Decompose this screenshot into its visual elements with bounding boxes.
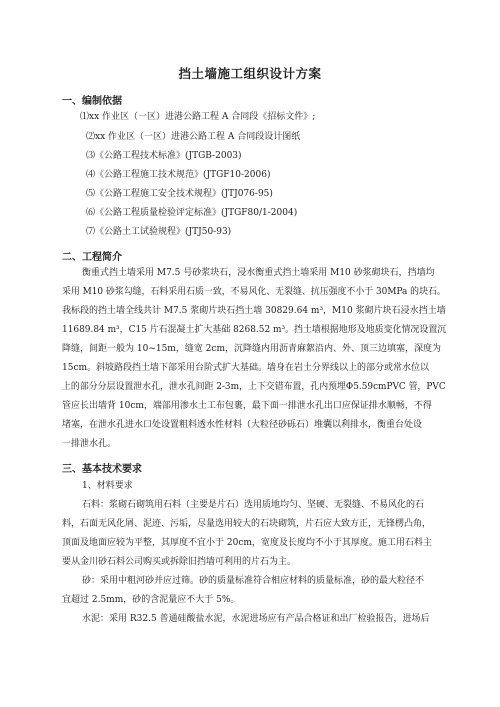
basis-item: ⑸《公路工程施工安全技术规程》(JTJ076-95) xyxy=(86,189,273,199)
overview-line: 管应长出墙背 10cm，端部用渗水土工布包裹，最下面一排泄水孔出口应保证排水顺畅，不得 xyxy=(62,401,432,411)
subsection-heading-materials: 1、材料要求 xyxy=(82,481,133,491)
basis-item: ⑷《公路工程施工技术规范》(JTGF10-2006) xyxy=(86,170,271,180)
overview-line: 降缝，间距一般为 10~15m，缝宽 2cm，沉降缝内用沥青麻絮沿内、外、顶三边填塞，深度为 xyxy=(62,344,442,354)
overview-line: 上的部分分层设置泄水孔，泄水孔间距 2-3m，上下交错布置，孔内预埋Φ5.59cmPVC 管，PVC xyxy=(62,382,446,392)
overview-line: 堵塞，在泄水孔进水口处设置粗料透水性材料（大粒径砂砾石）堆囊以利排水，衡重台处设 xyxy=(62,420,423,430)
section-heading-overview: 二、工程简介 xyxy=(62,252,122,263)
overview-line: 衡重式挡土墙采用 M7.5 号砂浆块石，浸水衡重式挡土墙采用 M10 砂浆砌块石，挡墙均 xyxy=(82,268,435,278)
requirement-line: 要从金川砂石料公司购买或拆除旧挡墙可利用的片石为主。 xyxy=(62,557,297,567)
requirement-line: 石料：浆砌石砌筑用石料（主要是片石）选用质地均匀、坚硬、无裂缝、不易风化的石 xyxy=(82,500,425,510)
overview-line: 采用 M10 砂浆勾缝，石料采用石质一致，不易风化、无裂缝、抗压强度不小于 30MPa 的块石。 xyxy=(62,287,446,297)
requirement-line: 顶面及地面应较为平整，其厚度不宜小于 20cm，宽度及长度均不小于其厚度。施工用石料主 xyxy=(62,538,432,548)
requirement-line: 料，石面无风化屑、泥迹、污垢，尽量选用较大的石块砌筑，片石应大致方正，无锋楞凸角， xyxy=(62,519,432,529)
requirement-line: 宜超过 2.5mm，砂的含泥量应不大于 5%。 xyxy=(62,595,240,605)
overview-line: 11689.84 m³，C15 片石混凝土扩大基础 8268.52 m³。挡土墙根据地形及地质变化情况设置沉 xyxy=(62,325,447,335)
basis-item: ⑺《公路土工试验规程》(JTJ50-93) xyxy=(86,227,232,237)
section-heading-requirements: 三、基本技术要求 xyxy=(62,464,142,475)
basis-item: ⑶《公路工程技术标准》(JTGB-2003) xyxy=(86,151,242,161)
basis-item: ⑹《公路工程质量检验评定标准》(JTGF80/1-2004) xyxy=(86,208,298,218)
requirement-line: 水泥：采用 R32.5 普通硅酸盐水泥，水泥进场应有产品合格证和出厂检验报告，进场后 xyxy=(82,614,430,624)
overview-line: 我标段的挡土墙全线共计 M7.5 浆砌片块石挡土墙 30829.64 m³，M10 浆砌片块石浸水挡土墙 xyxy=(62,306,446,316)
basis-item: ⑴xx 作业区（一区）进港公路工程 A 合同段《招标文件》; xyxy=(80,112,316,122)
overview-line: 一排泄水孔。 xyxy=(62,439,117,449)
basis-item: ⑵xx 作业区（一区）进港公路工程 A 合同段设计图纸 xyxy=(86,132,301,142)
section-heading-basis: 一、编制依据 xyxy=(62,96,122,107)
document-title: 挡土墙施工组织设计方案 xyxy=(178,66,322,81)
requirement-line: 砂：采用中粗河砂并应过筛。砂的质量标准符合相应材料的质量标准，砂的最大粒径不 xyxy=(82,576,425,586)
overview-line: 15cm。斜坡路段挡土墙下部采用台阶式扩大基础。墙身在岩土分界线以上的部分或常水位以 xyxy=(62,363,430,373)
